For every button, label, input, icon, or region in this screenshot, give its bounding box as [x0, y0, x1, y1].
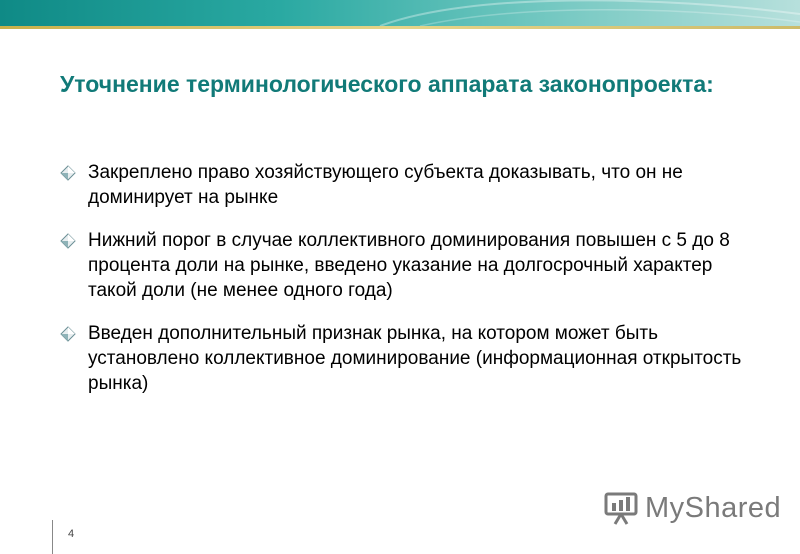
header-band	[0, 0, 800, 26]
bullet-text: Закреплено право хозяйствующего субъекта доказывать, что он не доминирует на рынке	[88, 162, 683, 208]
bullet-item	[58, 160, 758, 210]
watermark-text: MyShared	[645, 491, 782, 524]
page-number: 4	[68, 528, 75, 540]
bullet-text: Введен дополнительный признак рынка, на котором может быть установлено коллективное доминирование (информационная открытость рынка)	[88, 323, 742, 394]
bullet-text: Нижний порог в случае коллективного доминирования повышен с 5 до 8 процента доли на рынке, введено указание на долгосрочный характер такой доли (не менее одного года)	[88, 230, 730, 301]
watermark-logo	[603, 488, 781, 528]
diamond-bullet-icon	[60, 326, 76, 342]
diamond-bullet-icon	[60, 233, 76, 249]
slide-title: Уточнение терминологического аппарата законопроекта:	[60, 71, 714, 97]
footer-rule	[52, 520, 53, 554]
bullet-list	[58, 160, 758, 414]
bullet-item	[58, 228, 758, 303]
bullet-item	[58, 321, 758, 396]
diamond-bullet-icon	[60, 165, 76, 181]
header-stripe	[0, 26, 800, 29]
header-swoosh	[0, 0, 800, 26]
presentation-board-icon	[603, 490, 639, 526]
